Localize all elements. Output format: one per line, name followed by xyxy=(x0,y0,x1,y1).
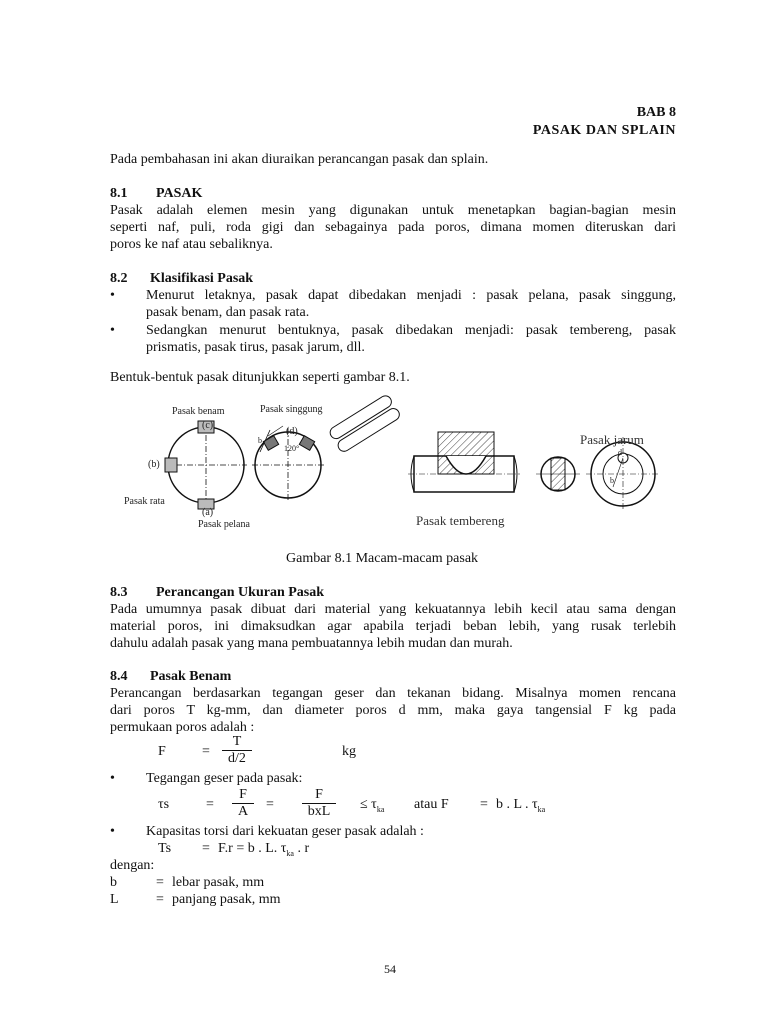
eq3-rhs-end: . r xyxy=(297,841,310,856)
section-8-4-title: Pasak Benam xyxy=(150,669,232,684)
bullet-icon: • xyxy=(110,323,115,338)
label-pasak-singgung: Pasak singgung xyxy=(260,404,323,415)
label-pasak-jarum: Pasak jarum xyxy=(580,432,644,447)
def-l-desc: panjang pasak, mm xyxy=(172,892,281,907)
eq3-rhs-sub: ka xyxy=(286,848,294,858)
eq2-le xyxy=(360,797,384,814)
s81-line-2: seperti naf, puli, roda gigi dan sebagainya pada poros, dimana momen diteruskan dari xyxy=(110,220,676,235)
s82-after: Bentuk-bentuk pasak ditunjukkan seperti gambar 8.1. xyxy=(110,370,410,385)
eq2-equals-3: = xyxy=(480,797,488,812)
section-8-1-number: 8.1 xyxy=(110,186,128,201)
section-8-1-title: PASAK xyxy=(156,186,203,201)
eq1-fraction xyxy=(222,734,252,767)
s82-b2-line-1: Sedangkan menurut bentuknya, pasak dibedakan menjadi: pasak tembereng, pasak xyxy=(146,323,676,338)
s81-line-3: poros ke naf atau sebaliknya. xyxy=(110,237,273,252)
eq2-rhs-text: b . L . τ xyxy=(496,797,538,812)
eq2-num-2: F xyxy=(315,787,323,802)
eq2-rhs xyxy=(496,797,545,814)
eq2-rhs-sub: ka xyxy=(537,804,546,814)
bullet-icon: • xyxy=(110,824,115,839)
label-dim-b: b xyxy=(258,436,262,445)
label-jarum-b: b xyxy=(610,476,614,485)
s84-line-2: dari poros T kg-mm, dan diameter poros d mm, maka gaya tangensial F kg pada xyxy=(110,703,676,718)
s84-line-1: Perancangan berdasarkan tegangan geser dan tekanan bidang. Misalnya momen rencana xyxy=(110,686,676,701)
label-a: (a) xyxy=(202,507,214,518)
s82-b2-line-2: prismatis, pasak tirus, pasak jarum, dll. xyxy=(146,340,365,355)
intro-text: Pada pembahasan ini akan diuraikan perancangan pasak dan splain. xyxy=(110,152,489,167)
eq2-lhs: τs xyxy=(158,797,170,812)
dengan-label: dengan: xyxy=(110,858,155,873)
eq3-rhs xyxy=(218,841,309,858)
bullet-icon: • xyxy=(110,288,115,303)
label-jarum-d: d xyxy=(618,448,622,457)
section-8-4-number: 8.4 xyxy=(110,669,128,684)
section-8-3-number: 8.3 xyxy=(110,585,128,600)
def-l-equals: = xyxy=(156,892,164,907)
s83-line-1: Pada umumnya pasak dibuat dari material yang kekuatannya lebih kecil atau sama dengan xyxy=(110,602,676,617)
eq3-equals: = xyxy=(202,841,210,856)
eq2-fraction-2 xyxy=(302,787,336,820)
eq1-lhs: F xyxy=(158,744,166,759)
def-b-symbol: b xyxy=(110,875,117,890)
label-b: (b) xyxy=(148,459,160,470)
s81-line-1: Pasak adalah elemen mesin yang digunakan untuk menetapkan bagian-bagian mesin xyxy=(110,203,676,218)
eq1-denominator: d/2 xyxy=(222,750,252,767)
eq1-equals: = xyxy=(202,744,210,759)
eq1-unit: kg xyxy=(342,744,356,759)
eq2-atau: atau F xyxy=(414,797,449,812)
bullet-icon: • xyxy=(110,771,115,786)
label-pasak-tembereng: Pasak tembereng xyxy=(416,513,505,528)
section-8-3-title: Perancangan Ukuran Pasak xyxy=(156,585,325,600)
eq1-numerator: T xyxy=(232,734,242,749)
eq2-den-2: bxL xyxy=(302,803,336,820)
bullet-kapasitas: Kapasitas torsi dari kekuatan geser pasak adalah : xyxy=(146,824,424,839)
eq2-equals-2: = xyxy=(266,797,274,812)
chapter-number: BAB 8 xyxy=(636,105,676,120)
eq2-fraction-1 xyxy=(232,787,254,820)
eq3-lhs: Ts xyxy=(158,841,172,856)
s83-line-2: material poros, ini dimaksudkan agar apabila terjadi beban lebih, yang rusak terlebih xyxy=(110,619,676,634)
label-pasak-pelana: Pasak pelana xyxy=(198,519,250,530)
chapter-title: PASAK DAN SPLAIN xyxy=(532,123,676,138)
label-c: (c) xyxy=(202,420,214,431)
bullet-tegangan: Tegangan geser pada pasak: xyxy=(146,771,303,786)
eq2-le-sub: ka xyxy=(376,804,385,814)
def-b-equals: = xyxy=(156,875,164,890)
eq3-rhs-text: F.r = b . L. τ xyxy=(218,841,287,856)
figure-caption: Gambar 8.1 Macam-macam pasak xyxy=(286,551,479,566)
eq2-equals-1: = xyxy=(206,797,214,812)
label-d: (d) xyxy=(286,426,298,437)
s83-line-3: dahulu adalah pasak yang mana pembuatannya lebih mudan dan murah. xyxy=(110,636,513,651)
eq2-le-text: ≤ τ xyxy=(360,797,377,812)
def-l-symbol: L xyxy=(110,892,119,907)
section-8-2-title: Klasifikasi Pasak xyxy=(150,271,254,286)
eq2-num-1: F xyxy=(239,787,247,802)
eq2-den-1: A xyxy=(232,803,254,820)
label-angle: 120° xyxy=(284,444,300,453)
label-pasak-benam: Pasak benam xyxy=(172,406,225,417)
chapter-header xyxy=(533,104,676,140)
page-number: 54 xyxy=(384,962,396,976)
s82-b1-line-2: pasak benam, dan pasak rata. xyxy=(146,305,310,320)
s84-line-3: permukaan poros adalah : xyxy=(110,720,255,735)
section-8-2-number: 8.2 xyxy=(110,271,128,286)
figure-8-1 xyxy=(118,392,674,538)
label-pasak-rata: Pasak rata xyxy=(124,496,165,507)
def-b-desc: lebar pasak, mm xyxy=(172,875,265,890)
s82-b1-line-1: Menurut letaknya, pasak dapat dibedakan menjadi : pasak pelana, pasak singgung, xyxy=(146,288,676,303)
